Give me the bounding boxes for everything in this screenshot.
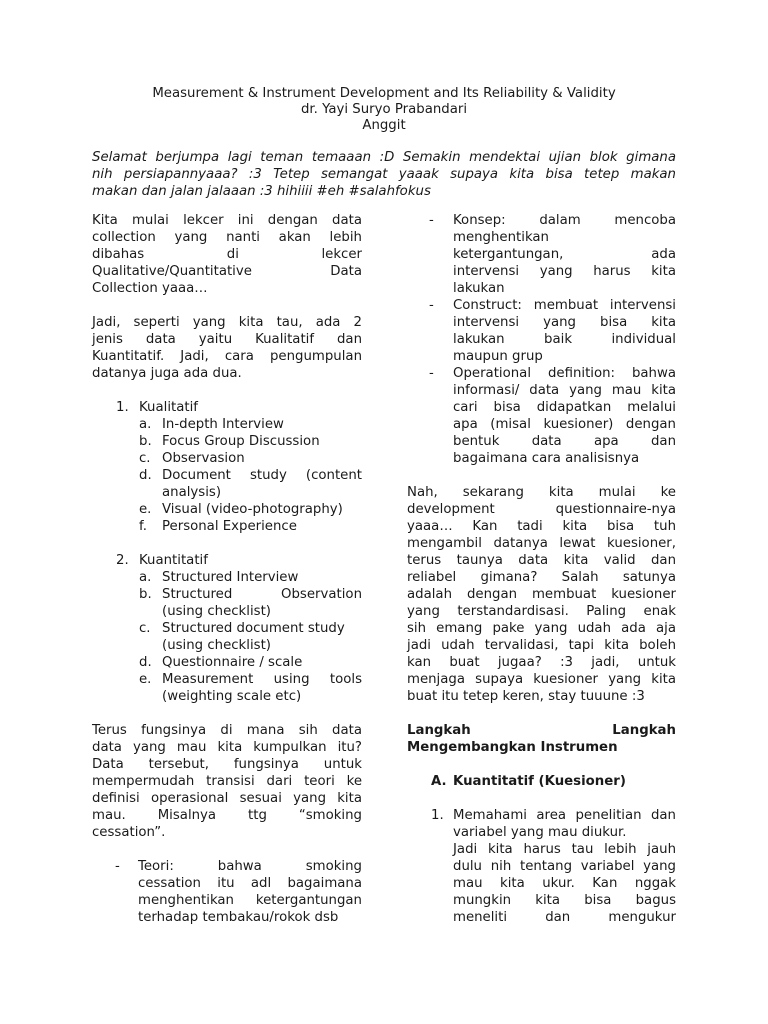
right-column xyxy=(407,212,676,926)
list-marker: a. xyxy=(139,570,152,585)
list-marker: d. xyxy=(139,468,152,483)
text-line: cari bisa didapatkan melalui xyxy=(453,400,676,415)
list-marker: b. xyxy=(139,587,152,602)
text-line: yaaa… Kan tadi kita bisa tuh xyxy=(407,519,676,534)
text-line: collection yang nanti akan lebih xyxy=(92,230,362,245)
text-line: reliabel gimana? Salah satunya xyxy=(407,570,676,585)
text-line: menghentikan ketergantungan xyxy=(138,893,362,908)
list-kuantitatif xyxy=(92,552,362,705)
list-marker: d. xyxy=(139,655,152,670)
list-item xyxy=(92,518,362,535)
text-line: development questionnaire-nya xyxy=(407,502,676,517)
text-line: Memahami area penelitian dan xyxy=(453,808,676,823)
text-line: Teori: bahwa smoking xyxy=(138,859,362,874)
text-line: Terus fungsinya di mana sih data xyxy=(92,723,362,738)
text-line: kan buat jugaa? :3 jadi, untuk xyxy=(407,655,676,670)
list-marker: 1. xyxy=(431,808,444,823)
list-item xyxy=(92,569,362,586)
left-paragraph-2 xyxy=(92,314,362,382)
list-text: Questionnaire / scale xyxy=(162,655,303,670)
list-marker: 2. xyxy=(116,553,129,568)
list-text: In-depth Interview xyxy=(162,417,284,432)
text-line: Nah, sekarang kita mulai ke xyxy=(407,485,676,500)
text-line: dulu nih tentang variabel yang xyxy=(453,859,676,874)
list-item xyxy=(92,450,362,467)
list-marker: 1. xyxy=(116,400,129,415)
list-marker: A. xyxy=(431,774,447,789)
sublist xyxy=(92,416,362,535)
list-item xyxy=(92,416,362,433)
list-marker: - xyxy=(115,859,120,874)
text-line: intervensi yang bisa kita xyxy=(453,315,676,330)
list-item xyxy=(92,620,362,654)
list-title: Kualitatif xyxy=(139,400,198,415)
document-author: dr. Yayi Suryo Prabandari xyxy=(300,102,468,117)
text-line: Kuantitatif. Jadi, cara pengumpulan xyxy=(92,349,362,364)
list-item xyxy=(92,552,362,569)
text-line: menghentikan xyxy=(453,230,549,245)
intro-paragraph xyxy=(92,149,676,200)
text-line: ketergantungan, ada xyxy=(453,247,676,262)
intro-line: Selamat berjumpa lagi teman temaaan :D Semakin mendektai ujian blok gimana xyxy=(92,150,676,165)
list-item xyxy=(92,467,362,501)
text-line: Kita mulai lekcer ini dengan data xyxy=(92,213,362,228)
intro-line: makan dan jalan jalaaan :3 hihiiii #eh #salahfokus xyxy=(92,184,431,199)
document-scribe: Anggit xyxy=(362,118,406,133)
list-marker: c. xyxy=(139,621,151,636)
text-line: Data tersebut, fungsinya untuk xyxy=(92,757,362,772)
list-text: Structured Observation (using checklist) xyxy=(162,587,362,619)
text-line: buat itu tetep keren, stay tuuune :3 xyxy=(407,689,645,704)
text-line: maupun grup xyxy=(453,349,543,364)
text-line: sih emang pake yang udah ada aja xyxy=(407,621,676,636)
text-line: yang terstandardisasi. Paling enak xyxy=(407,604,676,619)
text-line: lakukan xyxy=(453,281,505,296)
list-item xyxy=(92,671,362,705)
text-line: Operational definition: bahwa xyxy=(453,366,676,381)
text-line: Construct: membuat intervensi xyxy=(453,298,676,313)
text-line: bagaimana cara analisisnya xyxy=(453,451,640,466)
dash-item-konsep xyxy=(407,212,676,297)
document-header xyxy=(92,86,676,134)
list-text: Measurement using tools (weighting scale etc) xyxy=(162,672,362,704)
text-line: bentuk data apa dan xyxy=(453,434,676,449)
list-marker: c. xyxy=(139,451,151,466)
text-line: terus taunya data kita valid dan xyxy=(407,553,676,568)
list-marker: - xyxy=(429,298,434,313)
section-heading xyxy=(407,722,676,756)
subsection-heading xyxy=(407,773,676,790)
list-marker: e. xyxy=(139,502,152,517)
document-title: Measurement & Instrument Development and Its Reliability & Validity xyxy=(152,86,616,101)
list-text: Observasion xyxy=(162,451,245,466)
text-line: adalah dengan membuat kuesioner xyxy=(407,587,676,602)
list-text: Focus Group Discussion xyxy=(162,434,320,449)
left-paragraph-1 xyxy=(92,212,362,297)
text-line: cessation itu adl bagaimana xyxy=(138,876,362,891)
left-paragraph-3 xyxy=(92,722,362,841)
list-text: Personal Experience xyxy=(162,519,297,534)
text-line: jadi udah tervalidasi, tapi kita boleh xyxy=(407,638,676,653)
text-line: Collection yaaa… xyxy=(92,281,208,296)
text-line: lakukan baik individual xyxy=(453,332,676,347)
text-line: mengambil datanya lewat kuesioner, xyxy=(407,536,676,551)
text-line: dibahas di lekcer xyxy=(92,247,362,262)
list-item xyxy=(92,433,362,450)
step-item-1 xyxy=(407,807,676,841)
list-marker: - xyxy=(429,213,434,228)
list-text: Structured document study (using checklist) xyxy=(162,621,345,653)
text-line: jenis data yaitu Kualitatif dan xyxy=(92,332,362,347)
sublist xyxy=(92,569,362,705)
heading-line: Mengembangkan Instrumen xyxy=(407,740,618,755)
list-item xyxy=(92,501,362,518)
text-line: informasi/ data yang mau kita xyxy=(453,383,676,398)
text-line: meneliti dan mengukur xyxy=(453,910,676,925)
left-column xyxy=(92,212,362,926)
text-line: Konsep: dalam mencoba xyxy=(453,213,676,228)
list-text: Structured Interview xyxy=(162,570,299,585)
text-line: Jadi kita harus tau lebih jauh xyxy=(453,842,676,857)
text-line: datanya juga ada dua. xyxy=(92,366,242,381)
list-marker: b. xyxy=(139,434,152,449)
right-paragraph-1 xyxy=(407,484,676,705)
text-line: mempermudah transisi dari teori ke xyxy=(92,774,362,789)
text-line: menjaga supaya kuesioner yang kita xyxy=(407,672,676,687)
intro-line: nih persiapannyaaa? :3 Tetep semangat yaaak supaya kita bisa tetep makan xyxy=(92,167,676,182)
text-line: mau. Misalnya ttg “smoking xyxy=(92,808,362,823)
text-line: mau kita ukur. Kan nggak xyxy=(453,876,676,891)
text-line: terhadap tembakau/rokok dsb xyxy=(138,910,339,925)
list-marker: - xyxy=(429,366,434,381)
text-line: definisi operasional sesuai yang kita xyxy=(92,791,362,806)
list-marker: a. xyxy=(139,417,152,432)
list-marker: f. xyxy=(139,519,147,534)
text-line: data yang mau kita kumpulkan itu? xyxy=(92,740,362,755)
text-line: intervensi yang harus kita xyxy=(453,264,676,279)
list-kualitatif xyxy=(92,399,362,535)
text-line: mungkin kita bisa bagus xyxy=(453,893,676,908)
text-line: Qualitative/Quantitative Data xyxy=(92,264,362,279)
list-item xyxy=(92,654,362,671)
dash-item-operational-definition xyxy=(407,365,676,467)
text-line: cessation”. xyxy=(92,825,166,840)
list-item xyxy=(92,399,362,416)
list-marker: e. xyxy=(139,672,152,687)
list-text: Document study (content analysis) xyxy=(162,468,362,500)
text-line: variabel yang mau diukur. xyxy=(453,825,627,840)
dash-item-teori xyxy=(92,858,362,926)
list-item xyxy=(92,586,362,620)
text-line: Jadi, seperti yang kita tau, ada 2 xyxy=(92,315,362,330)
text-line: apa (misal kuesioner) dengan xyxy=(453,417,676,432)
list-text: Visual (video-photography) xyxy=(162,502,343,517)
dash-item-construct xyxy=(407,297,676,365)
subsection-title: Kuantitatif (Kuesioner) xyxy=(453,774,626,789)
heading-line: Langkah Langkah xyxy=(407,723,676,738)
list-title: Kuantitatif xyxy=(139,553,208,568)
step-detail xyxy=(407,841,676,926)
